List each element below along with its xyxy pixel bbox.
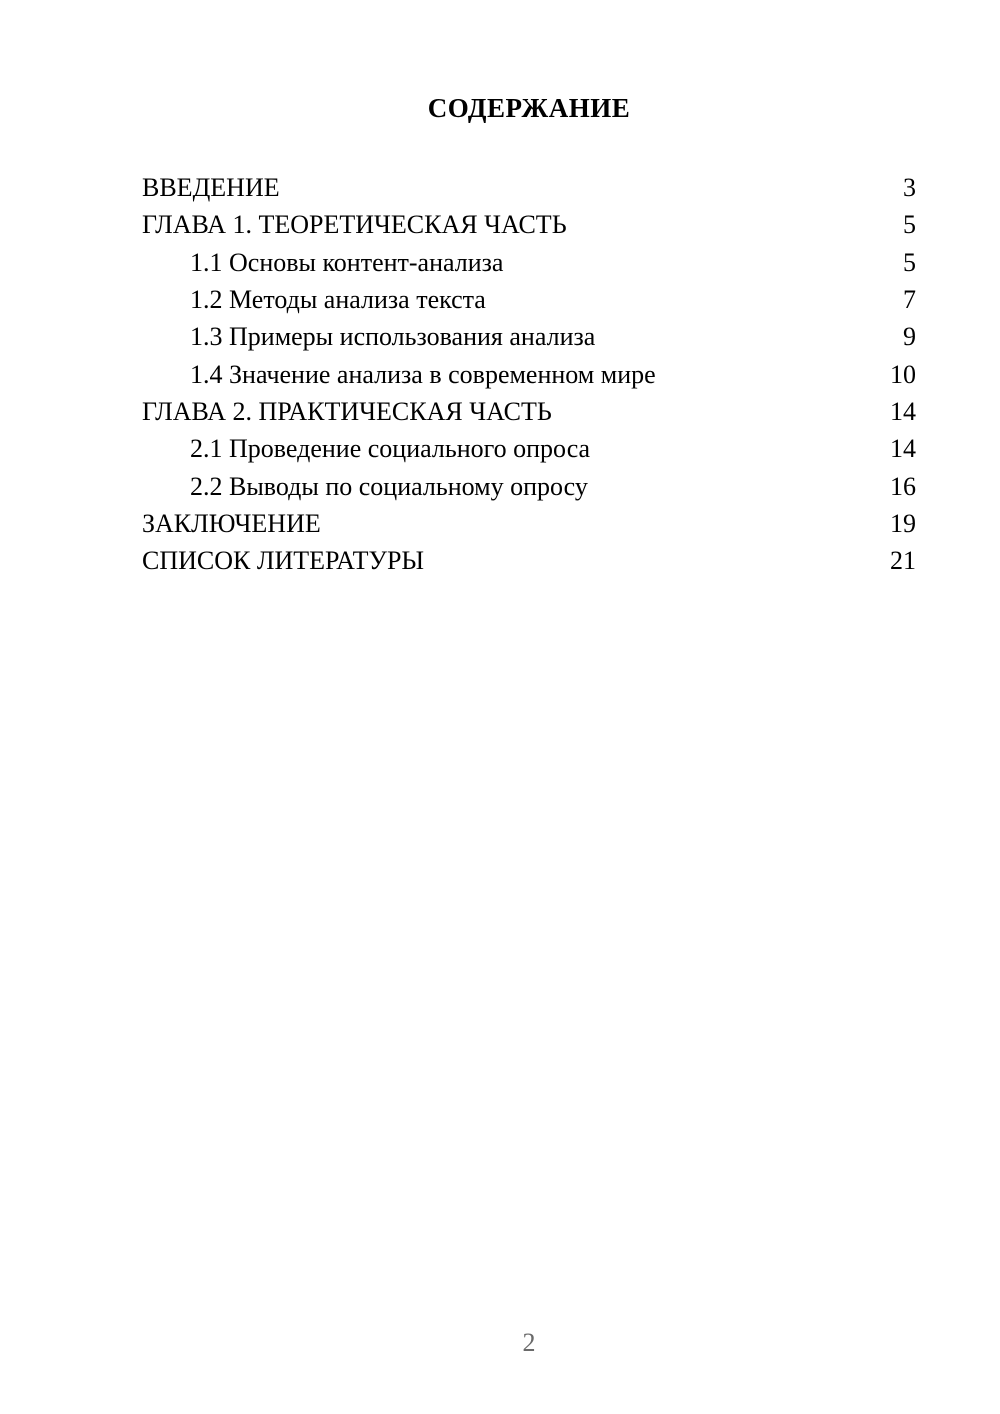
toc-entry-page: 9	[903, 322, 916, 352]
toc-entry	[142, 542, 916, 579]
toc-entry	[142, 244, 916, 281]
toc-entry-page: 14	[890, 397, 916, 427]
toc-entry-page: 14	[890, 434, 916, 464]
toc-entry-label: 1.2 Методы анализа текста	[190, 285, 486, 315]
toc-entry	[142, 281, 916, 318]
toc-entry-label: 2.1 Проведение социального опроса	[190, 434, 591, 464]
toc-entry	[142, 318, 916, 355]
table-of-contents	[142, 169, 916, 580]
toc-entry-page: 5	[903, 210, 916, 240]
toc-entry-label: ГЛАВА 1. ТЕОРЕТИЧЕСКАЯ ЧАСТЬ	[142, 210, 567, 240]
toc-entry	[142, 169, 916, 206]
toc-entry-page: 21	[890, 546, 916, 576]
toc-entry-label: 1.4 Значение анализа в современном мире	[190, 359, 656, 389]
toc-entry-label: 2.2 Выводы по социальному опросу	[190, 471, 588, 501]
toc-entry-page: 16	[890, 471, 916, 501]
toc-entry-label: ВВЕДЕНИЕ	[142, 173, 280, 202]
toc-entry	[142, 505, 916, 542]
toc-entry-label: ГЛАВА 2. ПРАКТИЧЕСКАЯ ЧАСТЬ	[142, 397, 552, 427]
footer-page-number: 2	[522, 1328, 536, 1357]
toc-entry-page: 19	[890, 509, 916, 539]
toc-entry	[142, 430, 916, 467]
toc-entry	[142, 356, 916, 393]
toc-entry-page: 7	[903, 285, 916, 315]
toc-entry-page: 10	[890, 359, 916, 389]
page-title: СОДЕРЖАНИЕ	[427, 93, 631, 123]
toc-entry	[142, 468, 916, 505]
toc-entry-label: 1.3 Примеры использования анализа	[190, 322, 596, 352]
toc-entry	[142, 393, 916, 430]
toc-entry-page: 5	[903, 247, 916, 277]
toc-entry-page: 3	[903, 173, 916, 202]
toc-entry	[142, 206, 916, 243]
toc-entry-label: 1.1 Основы контент-анализа	[190, 247, 504, 277]
toc-entry-label: СПИСОК ЛИТЕРАТУРЫ	[142, 546, 425, 576]
toc-entry-label: ЗАКЛЮЧЕНИЕ	[142, 509, 321, 539]
